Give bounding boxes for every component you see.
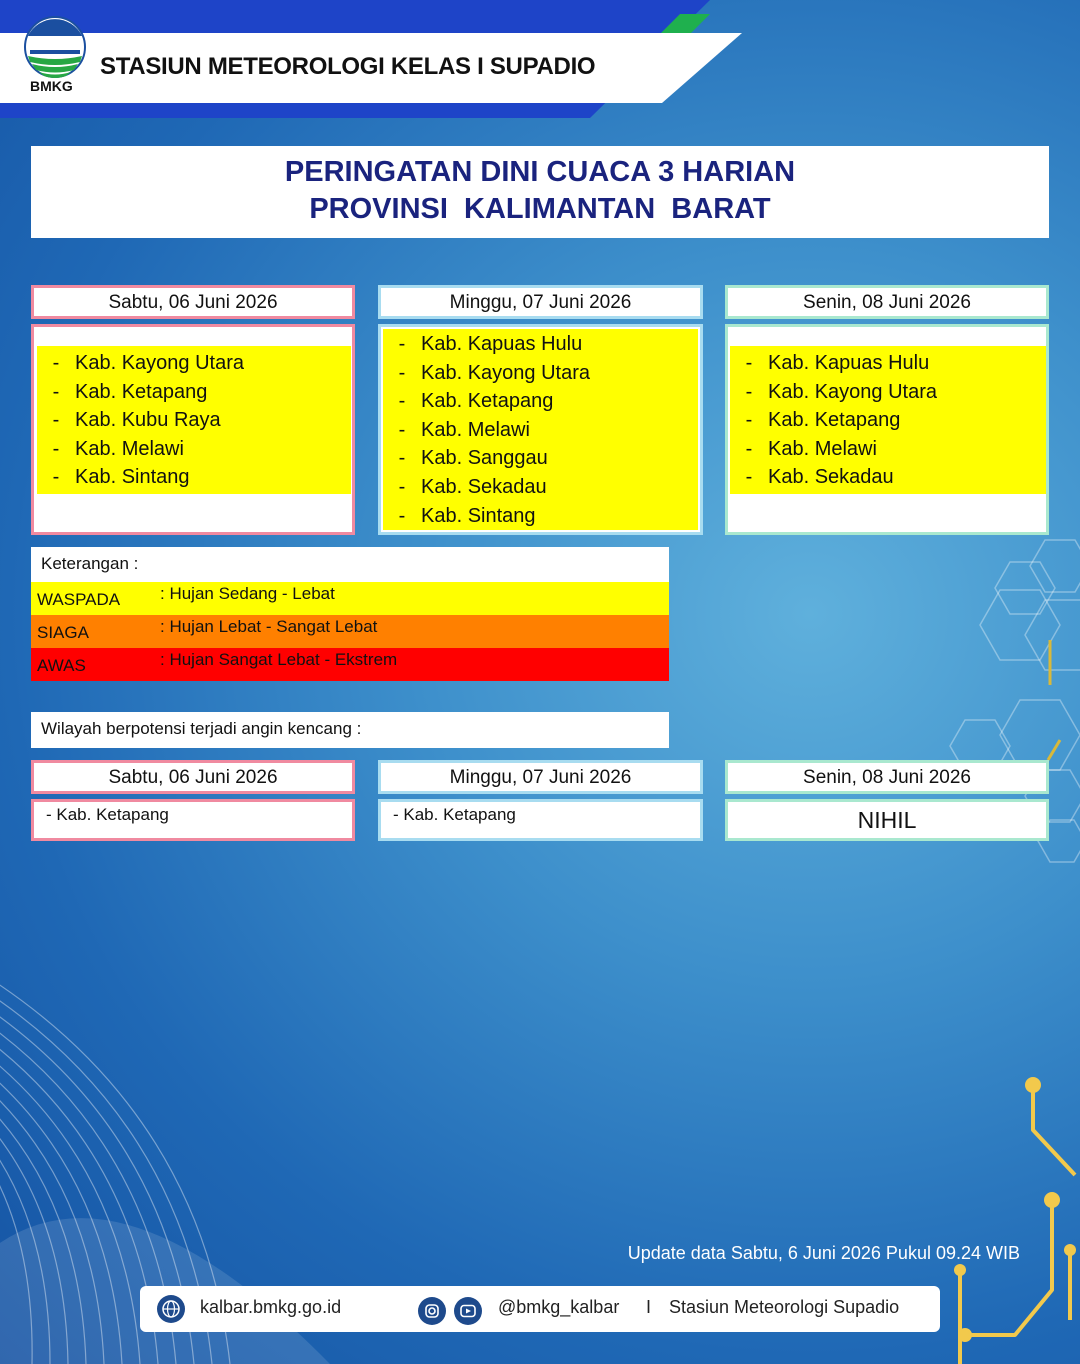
day-list-2	[378, 324, 703, 535]
legend-desc: : Hujan Sangat Lebat - Ekstrem	[160, 650, 398, 669]
footer-separator: I	[646, 1297, 652, 1317]
area-list-1	[37, 349, 351, 492]
logo-text: BMKG	[30, 78, 73, 94]
legend-level: WASPADA	[37, 590, 121, 609]
list-item: - Kab. Ketapang	[52, 380, 208, 403]
list-item: - Kab. Kapuas Hulu	[398, 333, 583, 355]
day-header-1: Sabtu, 06 Juni 2026	[31, 285, 355, 319]
list-item: - Kab. Kapuas Hulu	[745, 352, 930, 374]
wind-area-text: - Kab. Ketapang	[393, 805, 516, 824]
list-item: - Kab. Melawi	[52, 437, 184, 460]
wind-day-header-2: Minggu, 07 Juni 2026	[378, 760, 703, 794]
station-name: STASIUN METEOROLOGI KELAS I SUPADIO	[100, 53, 596, 80]
instagram-icon[interactable]	[418, 1297, 446, 1325]
bmkg-logo	[22, 14, 88, 96]
list-item: - Kab. Sintang	[398, 504, 536, 527]
legend-row-waspada	[31, 582, 669, 615]
day-list-3	[725, 324, 1049, 535]
title-line-2: PROVINSI KALIMANTAN BARAT	[309, 193, 771, 225]
list-item: - Kab. Sekadau	[745, 466, 894, 489]
wind-area-text: - Kab. Ketapang	[46, 805, 169, 824]
list-item: - Kab. Kayong Utara	[745, 380, 937, 403]
title-box	[31, 146, 1049, 238]
globe-icon	[157, 1295, 185, 1323]
legend-row-siaga	[31, 615, 669, 648]
list-item: - Kab. Kubu Raya	[52, 409, 221, 432]
wind-day-header-1: Sabtu, 06 Juni 2026	[31, 760, 355, 794]
footer-bar	[140, 1286, 940, 1332]
wind-area-2	[378, 799, 703, 841]
legend-level: AWAS	[37, 656, 86, 675]
list-item: - Kab. Kayong Utara	[398, 361, 590, 384]
area-list-2	[383, 330, 698, 530]
legend-title: Keterangan :	[31, 547, 669, 582]
list-item: - Kab. Sanggau	[398, 447, 548, 470]
wind-day-header-3: Senin, 08 Juni 2026	[725, 760, 1049, 794]
website-link[interactable]: kalbar.bmkg.go.id	[200, 1297, 342, 1317]
legend-level: SIAGA	[37, 623, 89, 642]
day-list-1	[31, 324, 355, 535]
legend-row-awas	[31, 648, 669, 681]
list-item: - Kab. Ketapang	[745, 409, 901, 432]
legend-desc: : Hujan Lebat - Sangat Lebat	[160, 617, 378, 636]
youtube-icon[interactable]	[454, 1297, 482, 1325]
list-item: - Kab. Kayong Utara	[52, 352, 244, 374]
list-item: - Kab. Sintang	[52, 466, 190, 489]
list-item: - Kab. Melawi	[745, 437, 877, 460]
wind-area-1	[31, 799, 355, 841]
title-line-1: PERINGATAN DINI CUACA 3 HARIAN	[284, 156, 796, 188]
update-timestamp: Update data Sabtu, 6 Juni 2026 Pukul 09.24 WIB	[627, 1243, 1020, 1263]
list-item: - Kab. Melawi	[398, 418, 530, 441]
footer-station-name: Stasiun Meteorologi Supadio	[669, 1297, 900, 1317]
area-list-3	[730, 349, 1046, 492]
list-item: - Kab. Ketapang	[398, 390, 554, 413]
day-header-2: Minggu, 07 Juni 2026	[378, 285, 703, 319]
list-item: - Kab. Sekadau	[398, 475, 547, 498]
legend-desc: : Hujan Sedang - Lebat	[160, 584, 335, 603]
day-header-3: Senin, 08 Juni 2026	[725, 285, 1049, 319]
wind-area-3: NIHIL	[725, 799, 1049, 841]
social-handle[interactable]: @bmkg_kalbar	[498, 1297, 620, 1317]
wind-title: Wilayah berpotensi terjadi angin kencang :	[31, 712, 669, 748]
